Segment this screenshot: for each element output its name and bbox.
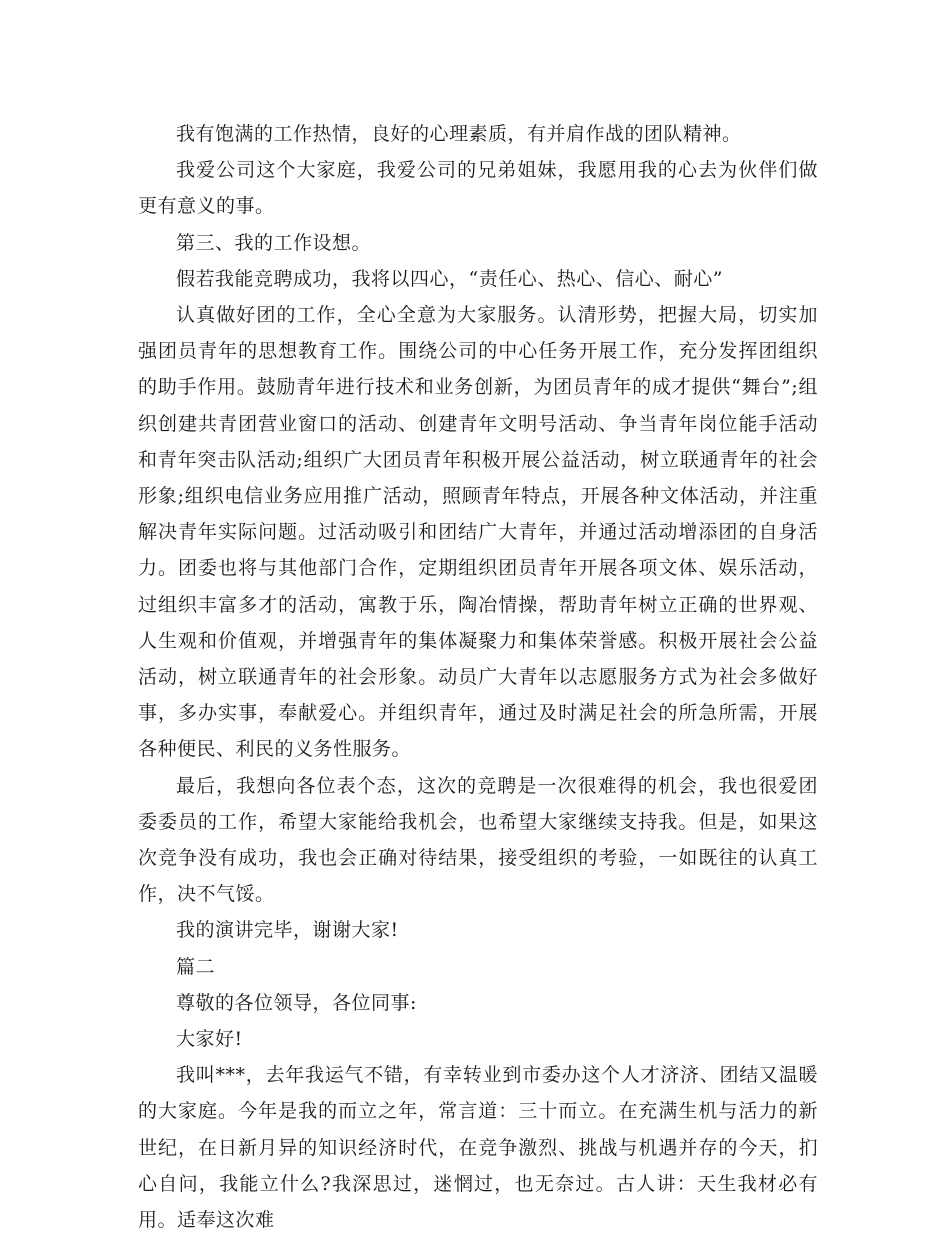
paragraph-4: 认真做好团的工作，全心全意为大家服务。认清形势，把握大局，切实加强团员青年的思想教育工作。围绕公司的中心任务开展工作，充分发挥团组织的助手作用。鼓励青年进行技术和业务创新，为团员青年的成才提供“舞台”;组织创建共青团营业窗口的活动、创建青年文明号活动、争当青年岗位能手活动和青年突击队活动;组织广大团员青年积极开展公益活动，树立联通青年的社会形象;组织电信业务应用推广活动，照顾青年特点，开展各种文体活动，并注重解决青年实际问题。过活动吸引和团结广大青年，并通过活动增添团的自身活力。团委也将与其他部门合作，定期组织团员青年开展各项文体、娱乐活动，过组织丰富多才的活动，寓教于乐，陶冶情操，帮助青年树立正确的世界观、人生观和价值观，并增强青年的集体凝聚力和集体荣誉感。积极开展社会公益活动，树立联通青年的社会形象。动员广大青年以志愿服务方式为社会多做好事，多办实事，奉献爱心。并组织青年，通过及时满足社会的所急所需，开展各种便民、利民的义务性服务。	[138, 304, 818, 761]
paragraph-closing: 我的演讲完毕，谢谢大家!	[176, 919, 399, 942]
paragraph-6: 我叫***，去年我运气不错，有幸转业到市委办这个人才济济、团结又温暖的大家庭。今年是我的而立之年，常言道：三十而立。在充满生机与活力的新世纪，在日新月异的知识经济时代，在竞争激烈、挑战与机遇并存的今天，扪心自问，我能立什么?我深思过，迷惘过，也无奈过。古人讲：天生我材必有用。适奉这次难	[138, 1064, 818, 1232]
part-heading: 篇二	[176, 955, 216, 978]
paragraph-1: 我有饱满的工作热情，良好的心理素质，有并肩作战的团队精神。	[176, 123, 742, 145]
paragraph-5: 最后，我想向各位表个态，这次的竞聘是一次很难得的机会，我也很爱团委委员的工作，希望大家能给我机会，也希望大家继续支持我。但是，如果这次竞争没有成功，我也会正确对待结果，接受组织的考验，一如既往的认真工作，决不气馁。	[138, 774, 818, 906]
document-body	[138, 116, 818, 1238]
paragraph-2: 我爱公司这个大家庭，我爱公司的兄弟姐妹，我愿用我的心去为伙伴们做更有意义的事。	[138, 159, 818, 218]
section-heading: 第三、我的工作设想。	[176, 231, 372, 254]
salutation: 尊敬的各位领导，各位同事:	[176, 991, 417, 1014]
paragraph-3: 假若我能竞聘成功，我将以四心，“责任心、热心、信心、耐心”	[176, 267, 723, 290]
greeting: 大家好!	[176, 1028, 243, 1051]
